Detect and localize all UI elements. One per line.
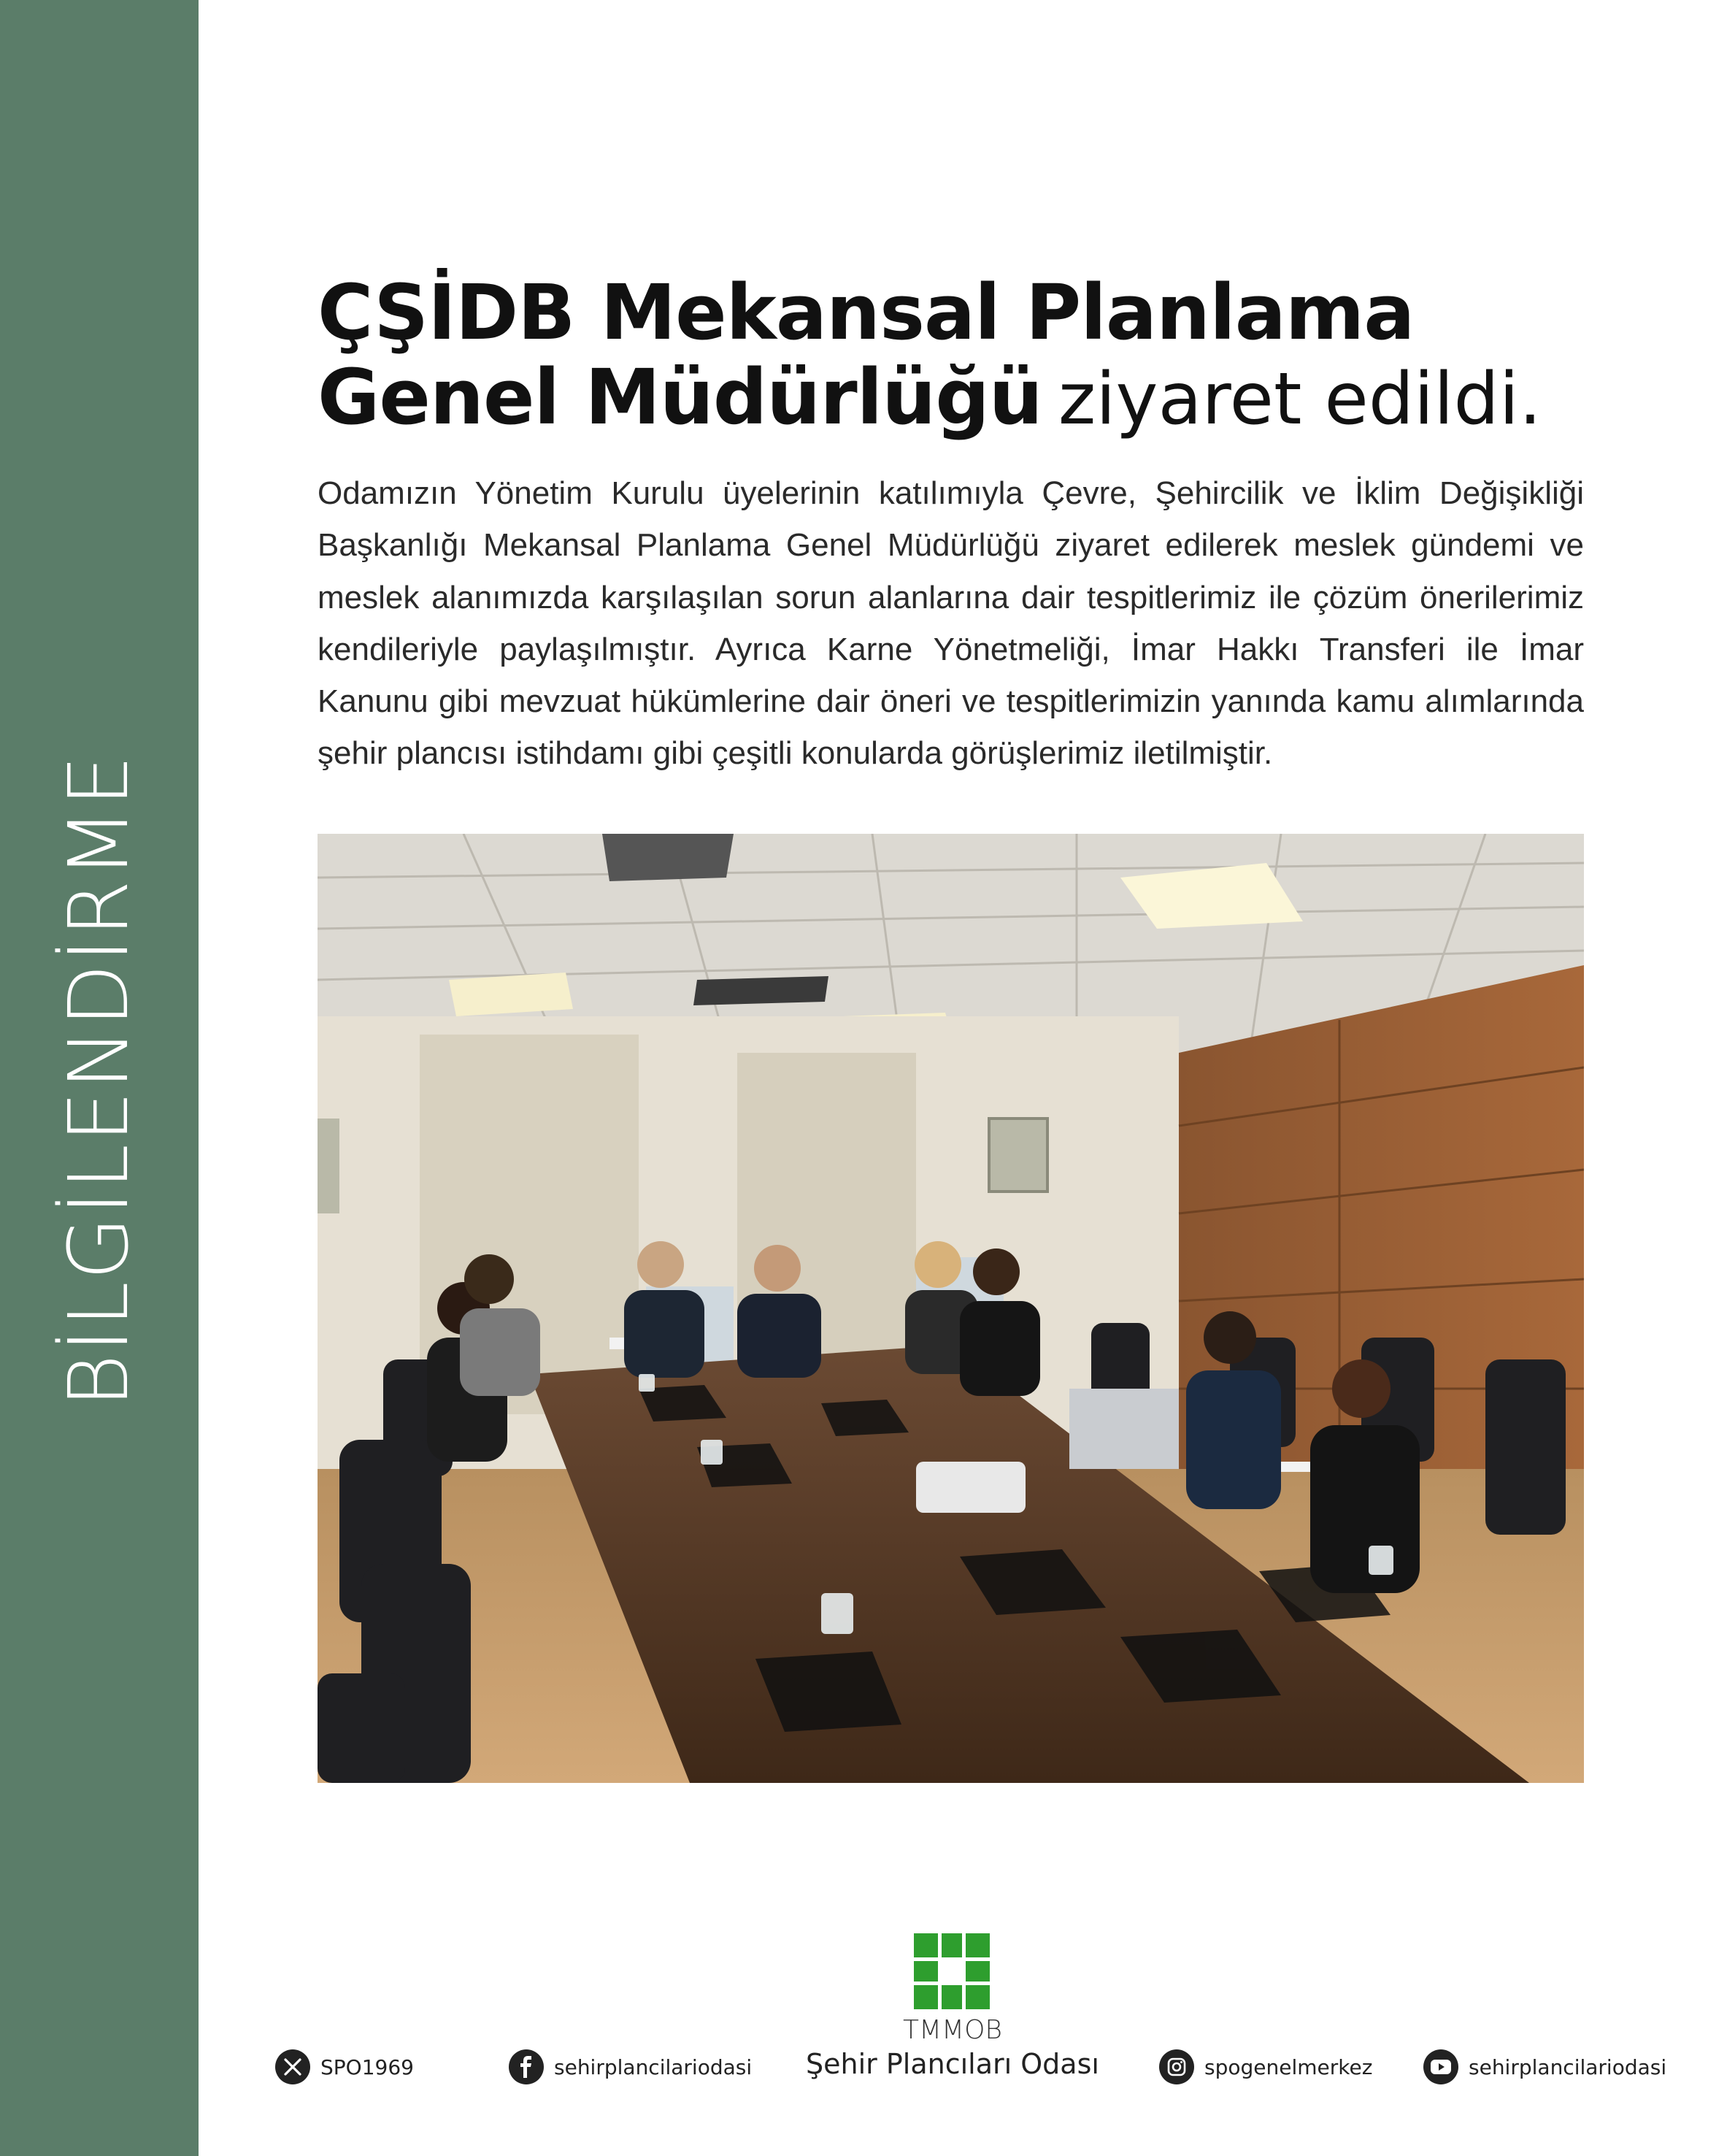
social-youtube[interactable] bbox=[1423, 2049, 1666, 2085]
instagram-icon bbox=[1159, 2049, 1194, 2084]
social-facebook[interactable] bbox=[509, 2049, 752, 2085]
sidebar bbox=[0, 0, 199, 2156]
social-facebook-handle: sehirplancilariodasi bbox=[554, 2055, 753, 2079]
headline-line2-bold: Genel Müdürlüğü bbox=[318, 353, 1042, 442]
social-instagram-handle: spogenelmerkez bbox=[1204, 2055, 1373, 2079]
youtube-icon bbox=[1423, 2049, 1458, 2084]
org-name: Şehir Plancıları Odası bbox=[806, 2048, 1099, 2080]
social-youtube-handle: sehirplancilariodasi bbox=[1469, 2055, 1667, 2079]
headline-line1: ÇŞİDB Mekansal Planlama bbox=[318, 268, 1415, 357]
headline bbox=[318, 270, 1675, 440]
social-x[interactable] bbox=[275, 2049, 414, 2085]
facebook-icon bbox=[509, 2049, 544, 2084]
headline-line2-normal: ziyaret edildi. bbox=[1058, 358, 1542, 442]
org-abbreviation: TMMOB bbox=[902, 2015, 1003, 2045]
body-paragraph: Odamızın Yönetim Kurulu üyelerinin katılımıyla Çevre, Şehircilik ve İklim Değişikliği Başkanlığı Mekansal Planlama Genel Müdürlüğü ziyaret edilerek meslek gündemi ve meslek alanımızda karşılaşılan sorun alanlarına dair tespitlerimiz ile çözüm önerilerimiz kendileriyle paylaşılmıştır. Ayrıca Karne Yönetmeliği, İmar Hakkı Transferi ile İmar Kanunu gibi mevzuat hükümlerine dair öneri ve tespitlerimizin yanında kamu alımlarında şehir plancısı istihdamı gibi çeşitli konularda görüşlerimiz iletilmiştir. bbox=[318, 475, 1584, 772]
sidebar-label: BİLGİLENDİRME bbox=[52, 753, 147, 1408]
meeting-room-photo bbox=[318, 834, 1584, 1783]
spo-logo bbox=[914, 1933, 990, 2009]
social-instagram[interactable] bbox=[1159, 2049, 1372, 2085]
x-icon bbox=[275, 2049, 310, 2084]
social-x-handle: SPO1969 bbox=[320, 2055, 414, 2079]
